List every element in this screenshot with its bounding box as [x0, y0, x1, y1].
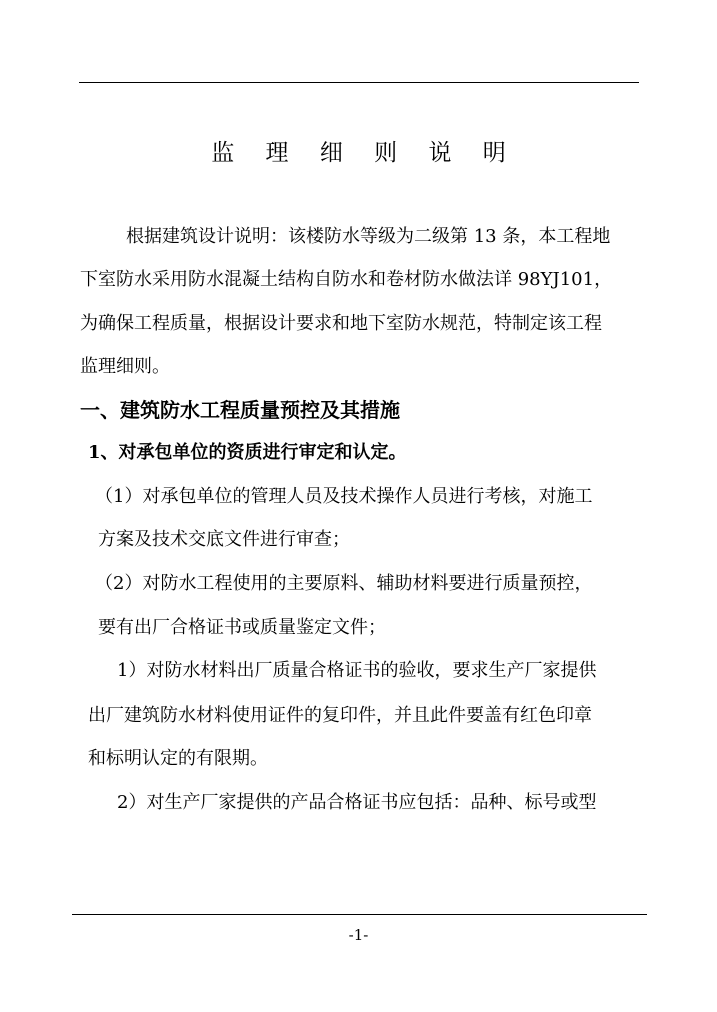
title-char: 说	[428, 140, 452, 166]
page-title	[0, 134, 717, 167]
title-char: 细	[319, 140, 343, 166]
subitem-1-line: 出厂建筑防水材料使用证件的复印件，并且此件要盖有红色印章	[88, 705, 592, 726]
subitem-1-line: 和标明认定的有限期。	[88, 748, 268, 769]
item-2-line: （2）对防水工程使用的主要原料、辅助材料要进行质量预控，	[95, 573, 593, 594]
item-2-line: 要有出厂合格证书或质量鉴定文件；	[98, 617, 386, 638]
title-char: 则	[374, 140, 398, 166]
subitem-1-line: 1）对防水材料出厂质量合格证书的验收，要求生产厂家提供	[117, 660, 597, 681]
item-1-line: 方案及技术交底文件进行审查；	[98, 529, 350, 550]
title-char: 理	[265, 140, 289, 166]
page-number: -1-	[348, 926, 369, 944]
header-rule	[79, 82, 639, 83]
intro-paragraph-line: 根据建筑设计说明：该楼防水等级为二级第 13 条，本工程地	[126, 226, 611, 247]
title-char: 监	[211, 140, 235, 166]
intro-paragraph-line: 为确保工程质量，根据设计要求和地下室防水规范，特制定该工程	[80, 313, 602, 334]
intro-paragraph-line: 监理细则。	[80, 356, 170, 377]
section-heading: 一、建筑防水工程质量预控及其措施	[80, 398, 400, 422]
footer-rule	[72, 914, 647, 915]
subsection-heading: 1、对承包单位的资质进行审定和认定。	[88, 442, 407, 463]
title-char: 明	[482, 140, 506, 166]
intro-paragraph-line: 下室防水采用防水混凝土结构自防水和卷材防水做法详 98YJ101，	[80, 269, 613, 290]
item-1-line: （1）对承包单位的管理人员及技术操作人员进行考核，对施工	[95, 486, 593, 507]
subitem-2-line: 2）对生产厂家提供的产品合格证书应包括：品种、标号或型	[117, 792, 597, 813]
